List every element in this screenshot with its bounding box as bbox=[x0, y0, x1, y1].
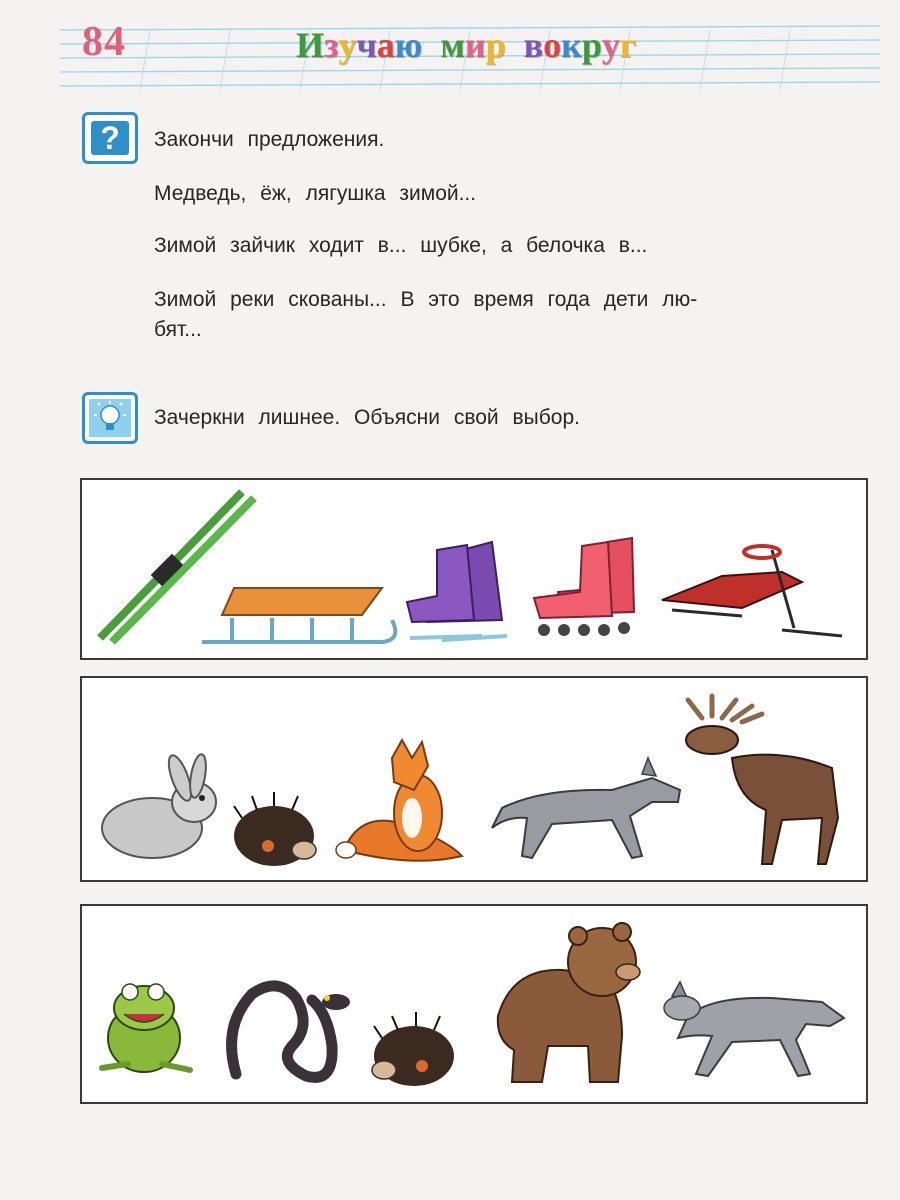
question-mark: ? bbox=[91, 121, 129, 155]
ice-skates-image bbox=[407, 542, 507, 640]
fox-image bbox=[336, 740, 462, 861]
question-icon bbox=[82, 112, 138, 164]
snake-image bbox=[232, 986, 350, 1077]
task1-line-4: бят... bbox=[154, 318, 202, 341]
row-animals-1[interactable] bbox=[80, 676, 868, 882]
task2-instruction: Зачеркни лишнее. Объясни свой выбор. bbox=[154, 406, 580, 429]
task1-line-1: Медведь, ёж, лягушка зимой... bbox=[154, 182, 477, 205]
roller-skates-image bbox=[534, 538, 634, 636]
snow-scooter-image bbox=[662, 546, 842, 636]
task1-instruction: Закончи предложения. bbox=[154, 128, 385, 151]
row-animals-2[interactable] bbox=[80, 904, 868, 1104]
row-equipment[interactable] bbox=[80, 478, 868, 660]
page-title: Изучаю мир вокруг bbox=[296, 25, 637, 65]
bear-image bbox=[498, 923, 640, 1082]
task1-line-3: Зимой реки скованы... В это время года дети лю- bbox=[154, 288, 698, 311]
page-number: 84 bbox=[82, 19, 126, 65]
hedgehog-image-2 bbox=[372, 1012, 454, 1086]
hedgehog-image bbox=[234, 792, 316, 866]
wolf-image bbox=[492, 758, 680, 858]
sled-image bbox=[202, 588, 395, 642]
moose-image bbox=[686, 696, 838, 864]
frog-image bbox=[102, 984, 190, 1072]
lightbulb-icon bbox=[82, 392, 138, 444]
task1-line-2: Зимой зайчик ходит в... шубке, а белочка в... bbox=[154, 234, 648, 257]
hare-image bbox=[102, 753, 216, 858]
wolf-image-2 bbox=[664, 982, 844, 1076]
